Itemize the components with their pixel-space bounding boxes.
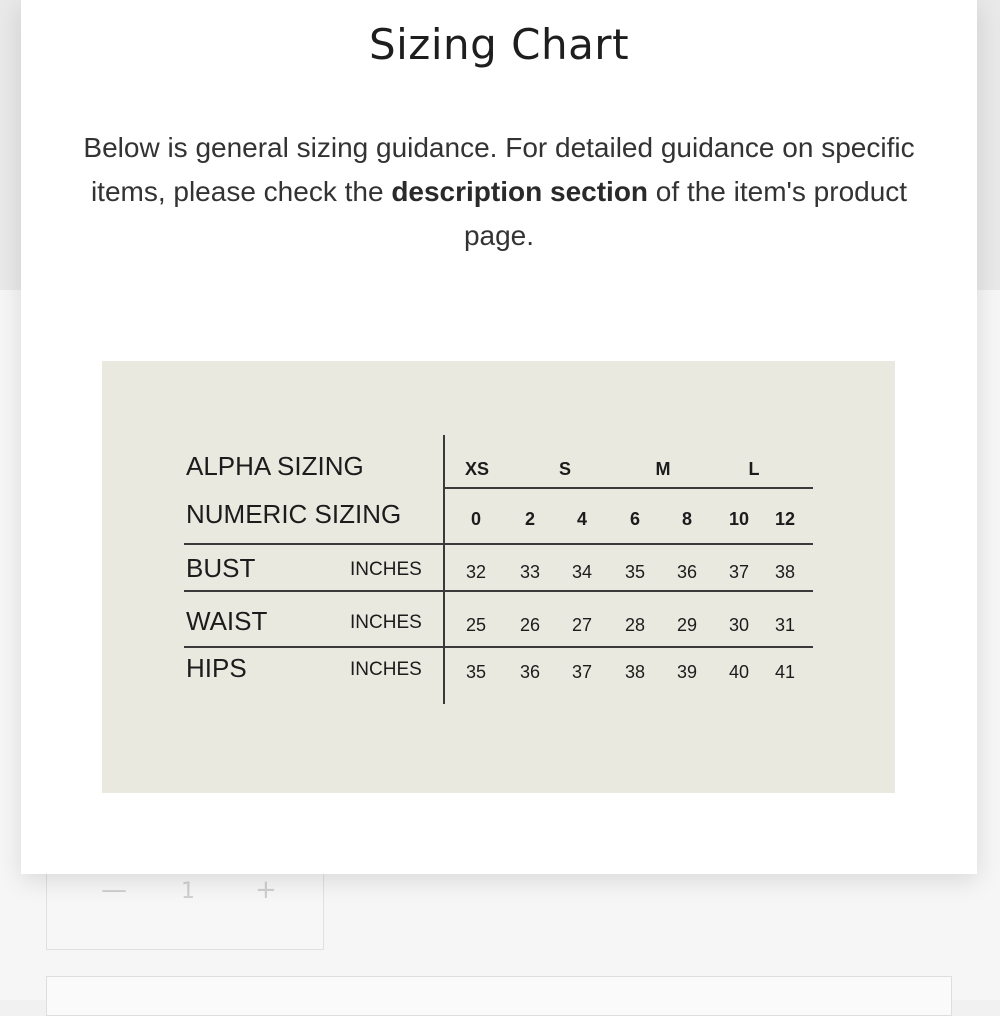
- add-to-cart-button[interactable]: [46, 976, 952, 1016]
- decrease-quantity-button[interactable]: —: [101, 875, 127, 905]
- hips-value: 36: [519, 662, 541, 682]
- bust-unit-label: INCHES: [350, 559, 422, 580]
- hips-value: 39: [676, 662, 698, 682]
- bust-value: 37: [728, 562, 750, 582]
- bust-value: 32: [465, 562, 487, 582]
- numeric-size-2: 2: [524, 509, 536, 529]
- sizing-chart-modal: [21, 0, 977, 874]
- waist-value: 29: [676, 615, 698, 635]
- modal-description: [81, 126, 917, 258]
- waist-value: 31: [774, 615, 796, 635]
- numeric-size-4: 4: [576, 509, 588, 529]
- numeric-size-12: 12: [774, 509, 796, 529]
- description-text-start: Below is general sizing guidance. For detailed guidance on specific items, please check the: [83, 132, 915, 207]
- chart-divider-numeric: [184, 543, 813, 545]
- chart-vertical-divider: [443, 435, 445, 704]
- hips-value: 35: [465, 662, 487, 682]
- numeric-size-6: 6: [629, 509, 641, 529]
- bust-label: BUST: [186, 553, 256, 583]
- quantity-value: 1: [181, 879, 195, 904]
- hips-value: 37: [571, 662, 593, 682]
- waist-unit-label: INCHES: [350, 612, 422, 633]
- bust-value: 33: [519, 562, 541, 582]
- waist-value: 27: [571, 615, 593, 635]
- alpha-size-s: S: [558, 459, 572, 479]
- chart-divider-alpha: [443, 487, 813, 489]
- hips-label: HIPS: [186, 653, 247, 683]
- numeric-size-8: 8: [681, 509, 693, 529]
- bust-value: 36: [676, 562, 698, 582]
- bust-value: 34: [571, 562, 593, 582]
- hips-value: 40: [728, 662, 750, 682]
- waist-value: 25: [465, 615, 487, 635]
- waist-value: 28: [624, 615, 646, 635]
- hips-value: 38: [624, 662, 646, 682]
- numeric-size-10: 10: [728, 509, 750, 529]
- waist-label: WAIST: [186, 606, 268, 636]
- alpha-size-xs: XS: [464, 459, 490, 479]
- alpha-sizing-label: ALPHA SIZING: [186, 451, 364, 481]
- numeric-sizing-label: NUMERIC SIZING: [186, 499, 402, 529]
- hips-value: 41: [774, 662, 796, 682]
- bust-value: 35: [624, 562, 646, 582]
- size-chart-image: [102, 361, 895, 793]
- alpha-size-l: L: [748, 459, 760, 479]
- chart-divider-bust: [184, 590, 813, 592]
- hips-unit-label: INCHES: [350, 659, 422, 680]
- description-text-bold: description section: [391, 176, 649, 207]
- description-text-end: of the item's product page.: [463, 176, 908, 251]
- bust-value: 38: [774, 562, 796, 582]
- waist-value: 26: [519, 615, 541, 635]
- modal-title: Sizing Chart: [368, 20, 630, 69]
- alpha-size-m: M: [655, 459, 671, 479]
- waist-value: 30: [728, 615, 750, 635]
- chart-divider-waist: [184, 646, 813, 648]
- numeric-size-0: 0: [470, 509, 482, 529]
- increase-quantity-button[interactable]: +: [255, 875, 277, 905]
